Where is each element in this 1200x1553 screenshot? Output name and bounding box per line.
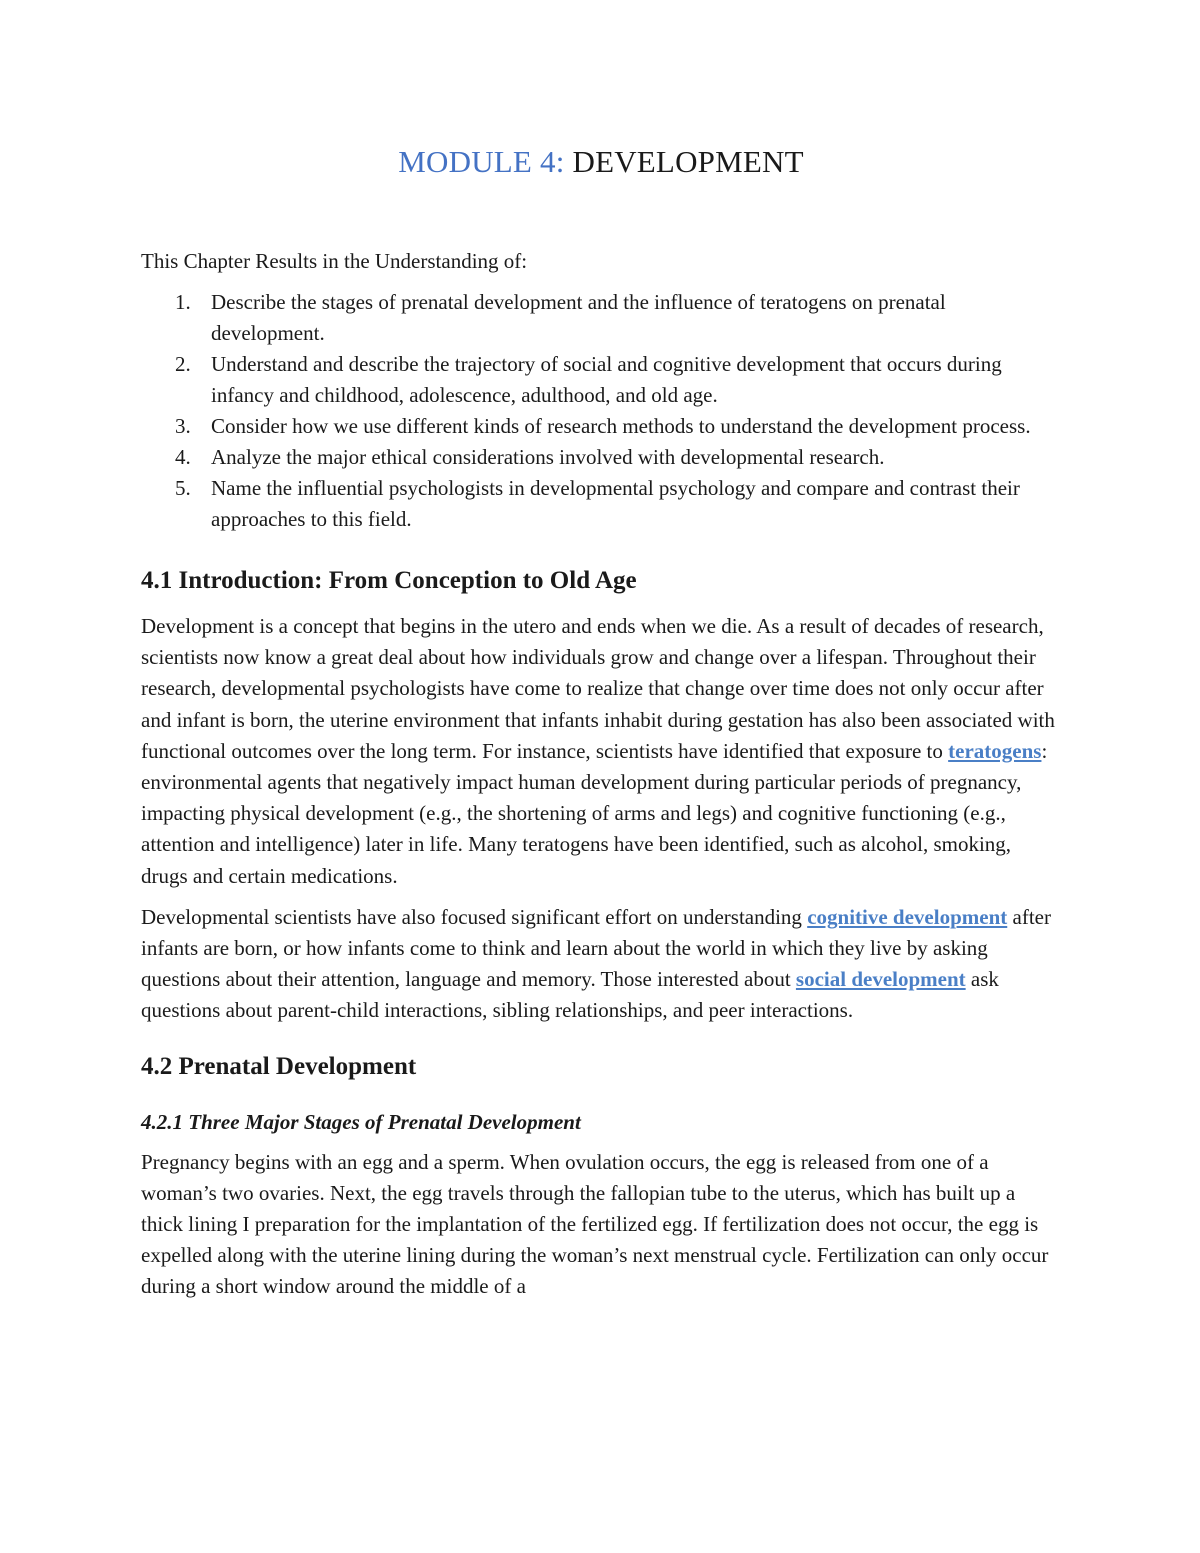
list-item-text: Analyze the major ethical considerations involved with developmental research. bbox=[211, 445, 885, 469]
title-module-label: MODULE 4: bbox=[398, 144, 565, 179]
prenatal-paragraph-1: Pregnancy begins with an egg and a sperm. When ovulation occurs, the egg is released from one of a woman’s two ovaries. Next, the egg travels through the fallopian tube to the uterus, which has built up a thick lining I preparation for the implantation of the fertilized egg. If fertilization does not occur, the egg is expelled along with the uterine lining during the woman’s next menstrual cycle. Fertilization can only occur during a short window around the middle of a bbox=[141, 1149, 1049, 1299]
intro-paragraph-1 bbox=[141, 611, 1061, 892]
paragraph-text: : environmental agents that negatively impact human development during particular periods of pregnancy, impacting physical development (e.g., the shortening of arms and legs) and cognitive functioning (e.g., attention and intelligence) later in life. Many teratogens have been identified, such as alcohol, smoking, drugs and certain medications. bbox=[141, 738, 1048, 888]
paragraph-text: after infants are born, or how infants come to think and learn about the world in which they live by asking questions about their attention, language and memory. Those interested about bbox=[141, 904, 1051, 992]
page-title bbox=[141, 140, 1061, 184]
list-item bbox=[141, 411, 1061, 442]
term-link-social-development[interactable]: social development bbox=[795, 967, 966, 992]
section-heading-prenatal: 4.2 Prenatal Development bbox=[141, 1052, 417, 1080]
list-item-text: Describe the stages of prenatal development and the influence of teratogens on prenatal development. bbox=[211, 290, 946, 345]
list-number: 3. bbox=[175, 414, 191, 438]
document-page bbox=[141, 140, 1061, 1313]
list-item-text: Consider how we use different kinds of research methods to understand the development process. bbox=[211, 414, 1031, 438]
list-item bbox=[141, 442, 1061, 473]
list-number: 2. bbox=[175, 352, 191, 376]
paragraph-text: Developmental scientists have also focused significant effort on understanding bbox=[141, 904, 808, 929]
chapter-intro: This Chapter Results in the Understanding of: bbox=[141, 249, 528, 273]
list-number: 1. bbox=[175, 290, 191, 314]
list-item bbox=[141, 287, 1061, 349]
section-heading-introduction: 4.1 Introduction: From Conception to Old Age bbox=[141, 567, 637, 594]
subsection-heading-stages: 4.2.1 Three Major Stages of Prenatal Development bbox=[141, 1109, 581, 1134]
intro-paragraph-2 bbox=[141, 902, 1061, 1027]
title-topic: DEVELOPMENT bbox=[572, 144, 804, 179]
term-link-teratogens[interactable]: teratogens bbox=[948, 738, 1042, 763]
paragraph-text: Development is a concept that begins in the utero and ends when we die. As a result of decades of research, scientists now know a great deal about how individuals grow and change over a lifespan. Throughout their research, developmental psychologists have come to realize that change over time does not only occur after and infant is born, the uterine environment that infants inhabit during gestation has also been associated with functional outcomes over the long term. For instance, scientists have identified that exposure to bbox=[141, 614, 1055, 763]
paragraph-text: ask questions about parent-child interactions, sibling relationships, and peer interactions. bbox=[141, 967, 999, 1023]
list-item bbox=[141, 349, 1061, 411]
list-item bbox=[141, 473, 1061, 535]
list-item-text: Name the influential psychologists in developmental psychology and compare and contrast their approaches to this field. bbox=[211, 476, 1020, 531]
list-number: 4. bbox=[175, 445, 191, 469]
list-item-text: Understand and describe the trajectory of social and cognitive development that occurs during infancy and childhood, adolescence, adulthood, and old age. bbox=[211, 352, 1002, 407]
learning-outcomes-list bbox=[141, 287, 1061, 535]
list-number: 5. bbox=[175, 476, 191, 500]
term-link-cognitive-development[interactable]: cognitive development bbox=[807, 904, 1008, 929]
